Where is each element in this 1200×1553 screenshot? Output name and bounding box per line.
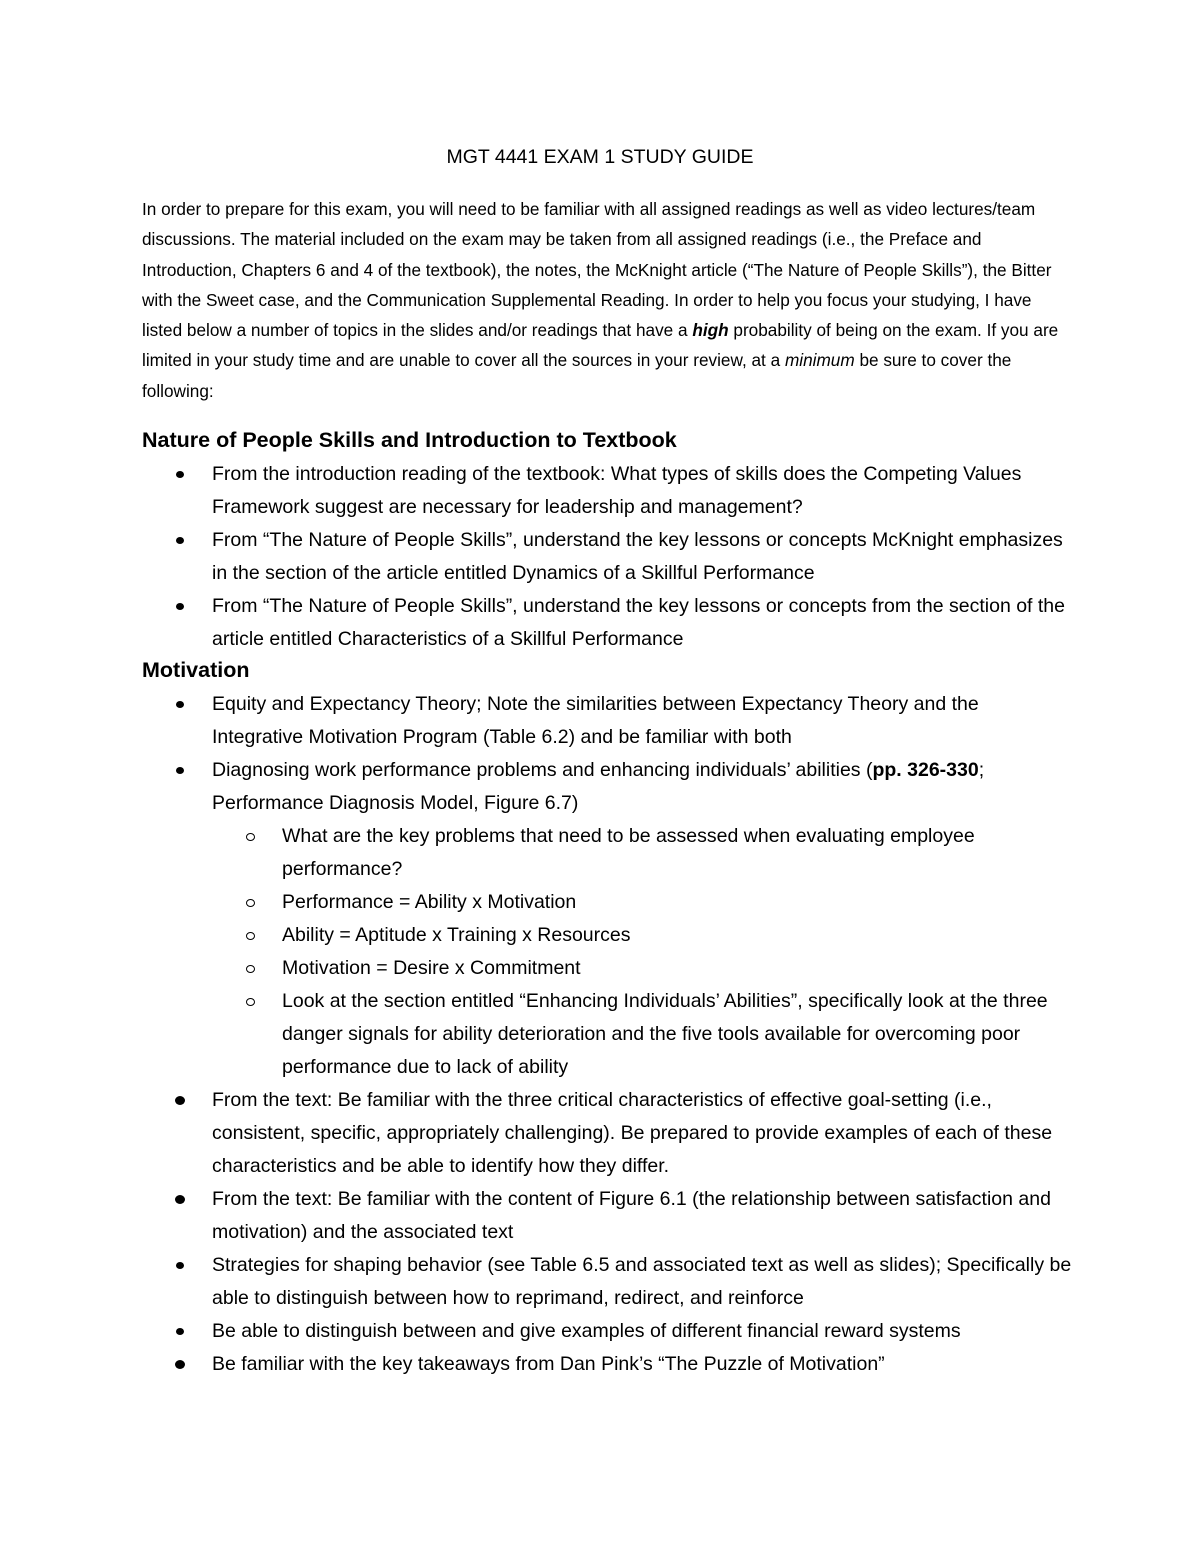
list-item-text: Be familiar with the key takeaways from Dan Pink’s “The Puzzle of Motivation” <box>212 1353 885 1375</box>
section-heading-motivation: Motivation <box>142 658 250 682</box>
circle-bullet-icon <box>246 998 255 1006</box>
list-item <box>142 754 1072 1084</box>
list-item-text: Strategies for shaping behavior (see Table 6.5 and associated text as well as slides); Specifically be able to distinguish between how to reprimand, redirect, and reinforce <box>212 1254 1072 1309</box>
intro-emphasis-minimum: minimum <box>784 350 855 371</box>
circle-bullet-icon <box>246 965 255 973</box>
page-range: pp. 326-330 <box>872 759 979 781</box>
diagnosis-sublist <box>212 820 1072 1084</box>
bullet-icon <box>176 471 184 478</box>
bullet-icon <box>176 701 184 708</box>
list-item-text: From the text: Be familiar with the content of Figure 6.1 (the relationship between satisfaction and motivation) and the associated text <box>212 1188 1051 1243</box>
motivation-list <box>142 688 1072 1381</box>
list-item-text: From “The Nature of People Skills”, understand the key lessons or concepts from the section of the article entitled Characteristics of a Skillful Performance <box>212 595 1065 650</box>
sub-list-item <box>212 820 1072 886</box>
list-item <box>142 1084 1072 1183</box>
sub-list-item <box>212 985 1072 1084</box>
sub-list-item-text: Performance = Ability x Motivation <box>282 891 577 913</box>
circle-bullet-icon <box>246 932 255 940</box>
list-item <box>142 1315 1072 1348</box>
list-item-text-part: ; Performance Diagnosis Model, Figure 6.7) <box>212 759 985 814</box>
bullet-icon <box>176 767 184 774</box>
bullet-icon <box>175 1195 185 1204</box>
intro-emphasis-high: high <box>692 320 729 341</box>
bullet-icon <box>176 537 184 544</box>
list-item-text: Be able to distinguish between and give examples of different financial reward systems <box>212 1320 961 1342</box>
sub-list-item-text: Look at the section entitled “Enhancing Individuals’ Abilities”, specifically look at the three danger signals for ability deterioration and the five tools available for overcoming poor performance due to lack of ability <box>282 990 1048 1078</box>
sub-list-item-text: Ability = Aptitude x Training x Resources <box>282 924 631 946</box>
circle-bullet-icon <box>246 833 255 841</box>
list-item <box>142 590 1072 656</box>
sub-list-item <box>212 952 1072 985</box>
list-item <box>142 688 1072 754</box>
intro-text-3: be sure to cover the following: <box>142 350 1012 401</box>
sub-list-item <box>212 886 1072 919</box>
circle-bullet-icon <box>246 899 255 907</box>
bullet-icon <box>176 603 184 610</box>
list-item <box>142 458 1072 524</box>
list-item-text: From the text: Be familiar with the three critical characteristics of effective goal-setting (i.e., consistent, specific, appropriately challenging). Be prepared to provide examples of each of these characteristics and be able to identify how they differ. <box>212 1089 1053 1177</box>
document-title: MGT 4441 EXAM 1 STUDY GUIDE <box>446 146 754 168</box>
people-skills-list <box>142 458 1072 656</box>
intro-text-2: probability of being on the exam. If you are limited in your study time and are unable to cover all the sources in your review, at a <box>142 320 1059 371</box>
bullet-icon <box>175 1360 185 1369</box>
sub-list-item <box>212 919 1072 952</box>
list-item <box>142 524 1072 590</box>
bullet-icon <box>175 1096 185 1105</box>
list-item-text: Equity and Expectancy Theory; Note the similarities between Expectancy Theory and the Integrative Motivation Program (Table 6.2) and be familiar with both <box>212 693 979 748</box>
list-item <box>142 1183 1072 1249</box>
section-heading-people-skills: Nature of People Skills and Introduction to Textbook <box>142 428 677 452</box>
list-item-text: From “The Nature of People Skills”, understand the key lessons or concepts McKnight emphasizes in the section of the article entitled Dynamics of a Skillful Performance <box>212 529 1063 584</box>
list-item-text: From the introduction reading of the textbook: What types of skills does the Competing Values Framework suggest are necessary for leadership and management? <box>212 463 1022 518</box>
list-item <box>142 1348 1072 1381</box>
list-item-text <box>212 759 984 814</box>
list-item <box>142 1249 1072 1315</box>
bullet-icon <box>176 1328 184 1335</box>
list-item-text-part: Diagnosing work performance problems and enhancing individuals’ abilities ( <box>212 759 873 781</box>
sub-list-item-text: What are the key problems that need to be assessed when evaluating employee performance? <box>282 825 975 880</box>
bullet-icon <box>176 1262 184 1269</box>
intro-text-1: In order to prepare for this exam, you will need to be familiar with all assigned readings as well as video lectures/team discussions. The material included on the exam may be taken from all assigned readings (i.e., the Preface and Introduction, Chapters 6 and 4 of the textbook), the notes, the McKnight article (“The Nature of People Skills”), the Bitter with the Sweet case, and the Communication Supplemental Reading. In order to help you focus your studying, I have listed below a number of topics in the slides and/or readings that have a <box>142 199 1052 341</box>
sub-list-item-text: Motivation = Desire x Commitment <box>282 957 581 979</box>
intro-paragraph <box>142 194 1062 406</box>
